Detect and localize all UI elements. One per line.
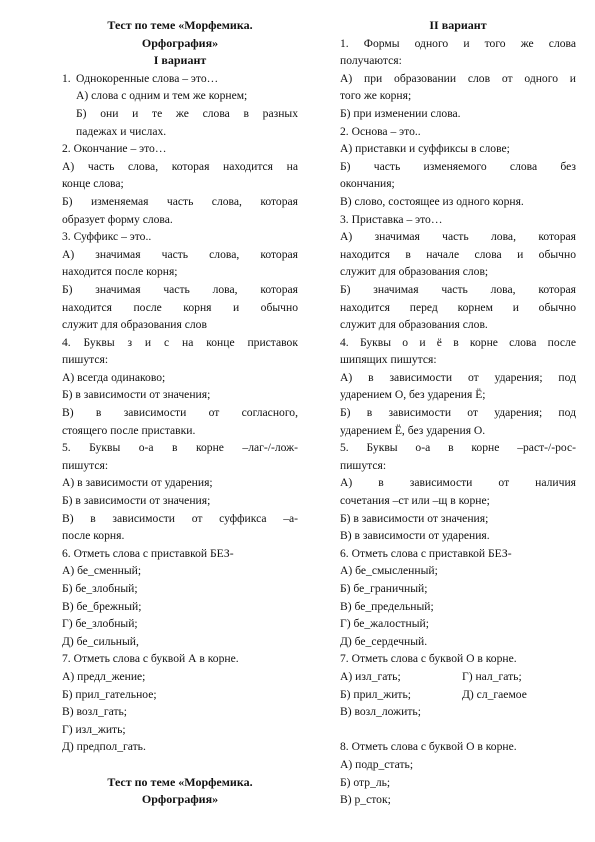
answer-option: А) в зависимости от наличия [340,476,576,490]
answer-option: А) при образовании слов от одного и [340,71,576,85]
answer-option: ударением О, без ударения Ё; [340,388,486,402]
answer-option: Б) прил_гательное; [62,687,157,701]
answer-option: образует форму слова. [62,212,173,226]
next-test-title-line-2: Орфография» [141,792,219,807]
answer-option: А) бе_смысленный; [340,564,438,578]
question-1 [62,70,298,88]
answer-option: В) в зависимости от суффикса –а- [62,511,298,525]
answer-row [340,668,576,686]
answer-option: Б) при изменении слова. [340,106,461,120]
variant-heading: I вариант [153,53,207,68]
question-3: 3. Суффикс – это.. [62,230,152,244]
answer-option: В) слово, состоящее из одного корня. [340,194,524,208]
answer-option: А) значимая часть слова, которая [62,247,298,261]
test-title-line-2: Орфография» [141,35,219,50]
variant-1-column [62,17,298,809]
answer-option: падежах и числах. [76,124,167,138]
answer-option: В) в зависимости от ударения. [340,529,490,543]
answer-option: В) в зависимости от согласного, [62,406,298,420]
answer-option: А) приставки и суффиксы в слове; [340,142,510,156]
question-6: 6. Отметь слова с приставкой БЕЗ- [340,546,512,560]
question-6: 6. Отметь слова с приставкой БЕЗ- [62,546,234,560]
answer-option: Д) бе_сердечный. [340,634,428,648]
answer-option: стоящего после приставки. [62,423,196,437]
answer-option: А) бе_сменный; [62,564,142,578]
next-test-title-line-1: Тест по теме «Морфемика. [107,774,253,789]
question-4-cont: пишутся: [62,353,109,367]
answer-option: Б) значимая часть лова, которая [62,282,298,296]
answer-option: В) р_сток; [340,793,391,807]
answer-option: того же корня; [340,89,412,103]
question-7: 7. Отметь слова с буквой О в корне. [340,652,517,666]
question-5-cont: пишутся: [62,458,109,472]
question-5: 5. Буквы о-а в корне –раст-/-рос- [340,441,576,455]
answer-option: Б) в зависимости от значения; [62,494,211,508]
question-2: 2. Основа – это.. [340,124,421,138]
answer-option: Г) бе_жалостный; [340,617,429,631]
answer-option: служит для образования слов [62,318,207,332]
answer-option: Б) часть изменяемого слова без [340,159,576,173]
answer-option: А) часть слова, которая находится на [62,159,298,173]
question-1: 1. Формы одного и того же слова [340,36,576,50]
answer-option: Б) значимая часть лова, которая [340,282,576,296]
question-4: 4. Буквы з и с на конце приставок [62,335,298,349]
question-5: 5. Буквы о-а в корне –лаг-/-лож- [62,441,298,455]
answer-option: А) в зависимости от ударения; под [340,370,576,384]
answer-option: конце слова; [62,177,124,191]
answer-option: А) в зависимости от ударения; [62,476,213,490]
question-7: 7. Отметь слова с буквой А в корне. [62,652,239,666]
answer-row [340,686,576,704]
answer-option: Б) они и те же слова в разных [76,106,298,120]
question-4: 4. Буквы о и ё в корне слова после [340,335,576,349]
answer-option: А) слова с одним и тем же корнем; [76,89,248,103]
answer-option: Б) бе_граничный; [340,582,428,595]
answer-option: В) бе_брежный; [62,599,142,613]
answer-option: А) подр_стать; [340,757,414,771]
answer-option: окончания; [340,177,395,191]
answer-option: находится после корня и обычно [62,300,298,314]
answer-option: А) изл_гать; [340,669,401,683]
answer-option: служит для образования слов. [340,318,488,332]
answer-option: Д) предпол_гать. [62,740,146,754]
answer-option: Д) сл_гаемое [462,687,527,701]
answer-option: находится после корня; [62,265,178,279]
question-3: 3. Приставка – это… [340,212,443,226]
variant-2-column [340,17,576,809]
answer-option: А) всегда одинаково; [62,370,166,384]
spacer [62,756,298,774]
answer-option: Г) нал_гать; [462,669,522,683]
answer-option: находится в начале слова и обычно [340,247,576,261]
answer-option: Г) бе_злобный; [62,617,138,631]
question-8: 8. Отметь слова с буквой О в корне. [340,740,517,754]
answer-option: Б) в зависимости от ударения; под [340,406,576,420]
answer-option: В) возл_ложить; [340,705,421,719]
question-5-cont: пишутся: [340,458,387,472]
answer-option: В) бе_предельный; [340,599,434,613]
answer-option: находится перед корнем и обычно [340,300,576,314]
answer-option: Б) в зависимости от значения; [340,511,489,525]
answer-option: Б) бе_злобный; [62,582,138,595]
answer-option: сочетания –ст или –щ в корне; [340,494,490,508]
question-1-cont: получаются: [340,54,402,68]
answer-option: В) возл_гать; [62,705,128,719]
question-number: 1. [62,71,71,85]
answer-option: Б) в зависимости от значения; [62,388,211,402]
answer-option: А) значимая часть лова, которая [340,230,576,244]
answer-option: Д) бе_сильный, [62,634,139,648]
answer-option: А) предл_жение; [62,669,146,683]
question-text: Однокоренные слова – это… [76,71,219,85]
question-4-cont: шипящих пишутся: [340,353,437,367]
spacer [340,721,576,739]
answer-option: Б) изменяемая часть слова, которая [62,194,298,208]
test-title-line-1: Тест по теме «Морфемика. [107,18,253,32]
answer-option: служит для образования слов; [340,265,489,279]
answer-option: после корня. [62,529,125,543]
variant-heading: II вариант [429,18,487,32]
answer-option: ударением Ё, без ударения О. [340,423,486,437]
answer-option: Г) изл_жить; [62,722,126,736]
answer-option: Б) отр_ль; [340,775,391,789]
answer-option: Б) прил_жить; [340,687,411,701]
question-2: 2. Окончание – это… [62,142,167,156]
